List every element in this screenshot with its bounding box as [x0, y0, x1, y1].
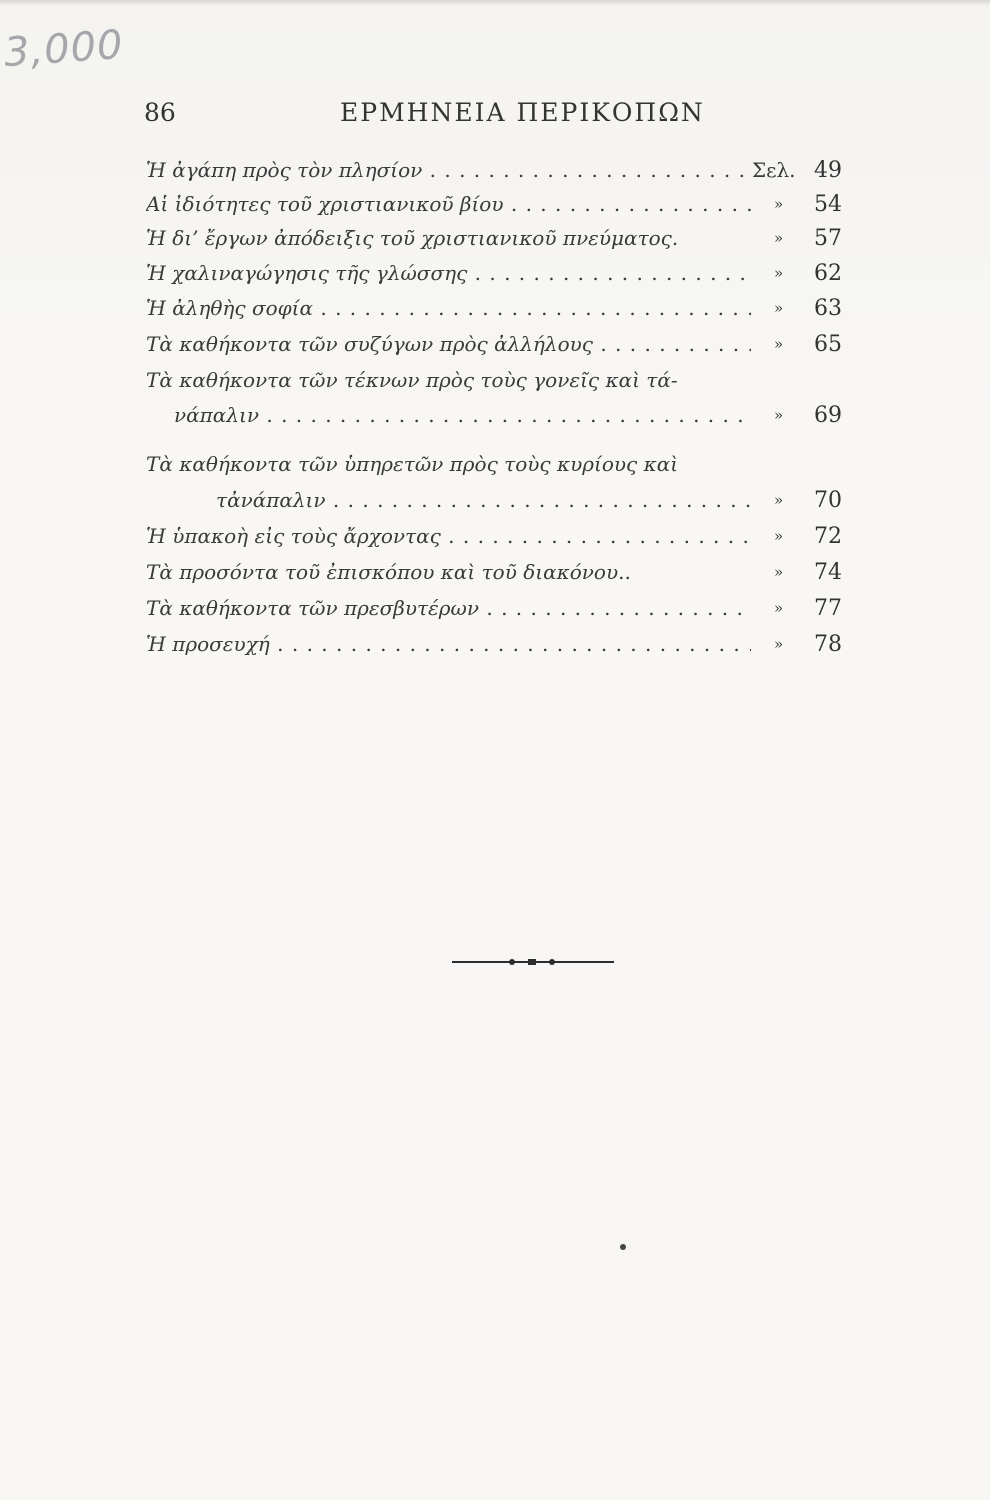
ornament-diamond: [528, 959, 536, 965]
toc-entry: [146, 368, 856, 398]
toc-entry-continuation: [146, 488, 856, 518]
page-top-edge: [0, 0, 990, 6]
toc-entry-title: Τὰ καθήκοντα τῶν συζύγων πρὸς ἀλλήλους . . .: [146, 332, 751, 356]
running-head: [140, 98, 860, 132]
toc-entry-page: 78: [814, 632, 842, 657]
toc-entry-title: Ἡ προσευχή . . .: [146, 632, 751, 656]
toc-entry-title: Ἡ ὑπακοὴ εἰς τοὺς ἄρχοντας . . .: [146, 524, 751, 548]
toc-entry-page: 57: [814, 226, 842, 251]
toc-entry-title: Ἡ ἀγάπη πρὸς τὸν πλησίον . . .: [146, 158, 751, 182]
ditto-mark: »: [774, 299, 784, 317]
toc-entry: [146, 596, 856, 626]
toc-entry-page: 49: [814, 158, 842, 183]
toc-entry-page: 62: [814, 261, 842, 286]
ditto-mark: »: [774, 635, 784, 653]
ditto-mark: »: [774, 563, 784, 581]
toc-entry-title: Αἱ ἰδιότητες τοῦ χριστιανικοῦ βίου . . .: [146, 192, 751, 216]
toc-entry: [146, 226, 856, 256]
ditto-mark: »: [774, 264, 784, 282]
toc-entry-page: 77: [814, 596, 842, 621]
toc-entry-title: Τὰ καθήκοντα τῶν τέκνων πρὸς τοὺς γονεῖς καὶ τά-: [146, 368, 678, 392]
toc-entry-title: Ἡ δι’ ἔργων ἀπόδειξις τοῦ χριστιανικοῦ πνεύματος.: [146, 226, 679, 250]
ornament-dot: [549, 959, 555, 965]
toc-entry-page: 65: [814, 332, 842, 357]
toc-entry-title: Τὰ προσόντα τοῦ ἐπισκόπου καὶ τοῦ διακόνου..: [146, 560, 631, 584]
toc-entry-continuation-text: νάπαλιν . . .: [174, 403, 751, 427]
page-number: 86: [144, 98, 176, 127]
toc-entry: [146, 524, 856, 554]
ornament-dot: [509, 959, 515, 965]
ink-dot: [620, 1244, 626, 1250]
page-abbrev: Σελ.: [752, 158, 796, 182]
toc-entry: [146, 632, 856, 662]
toc-entry-page: 54: [814, 192, 842, 217]
toc-entry-continuation: [146, 403, 856, 433]
toc-entry: [146, 296, 856, 326]
end-ornament: [452, 957, 614, 967]
toc-entry-continuation-text: τἀνάπαλιν . . .: [216, 488, 751, 512]
toc-entry: [146, 560, 856, 590]
ditto-mark: »: [774, 599, 784, 617]
toc-entry-title: Ἡ χαλιναγώγησις τῆς γλώσσης . . .: [146, 261, 751, 285]
ditto-mark: »: [774, 335, 784, 353]
toc-entry-page: 63: [814, 296, 842, 321]
toc-entry: [146, 452, 856, 482]
toc-entry: [146, 261, 856, 291]
page-title: ΕΡΜΗΝΕΙΑ ΠΕΡΙΚΟΠΩΝ: [340, 98, 705, 127]
ditto-mark: »: [774, 195, 784, 213]
ditto-mark: »: [774, 229, 784, 247]
toc-entry: [146, 158, 856, 188]
toc-entry-title: Τὰ καθήκοντα τῶν πρεσβυτέρων . . .: [146, 596, 751, 620]
ditto-mark: »: [774, 491, 784, 509]
pencil-note: 3,000: [2, 21, 125, 77]
toc-entry-page: 72: [814, 524, 842, 549]
toc-entry-title: Ἡ ἀληθὴς σοφία . . .: [146, 296, 751, 320]
toc-entry-page: 74: [814, 560, 842, 585]
toc-entry-page: 69: [814, 403, 842, 428]
ditto-mark: »: [774, 406, 784, 424]
toc-entry-page: 70: [814, 488, 842, 513]
toc-entry-title: Τὰ καθήκοντα τῶν ὑπηρετῶν πρὸς τοὺς κυρίους καὶ: [146, 452, 679, 476]
toc-entry: [146, 332, 856, 362]
toc-entry: [146, 192, 856, 222]
ditto-mark: »: [774, 527, 784, 545]
